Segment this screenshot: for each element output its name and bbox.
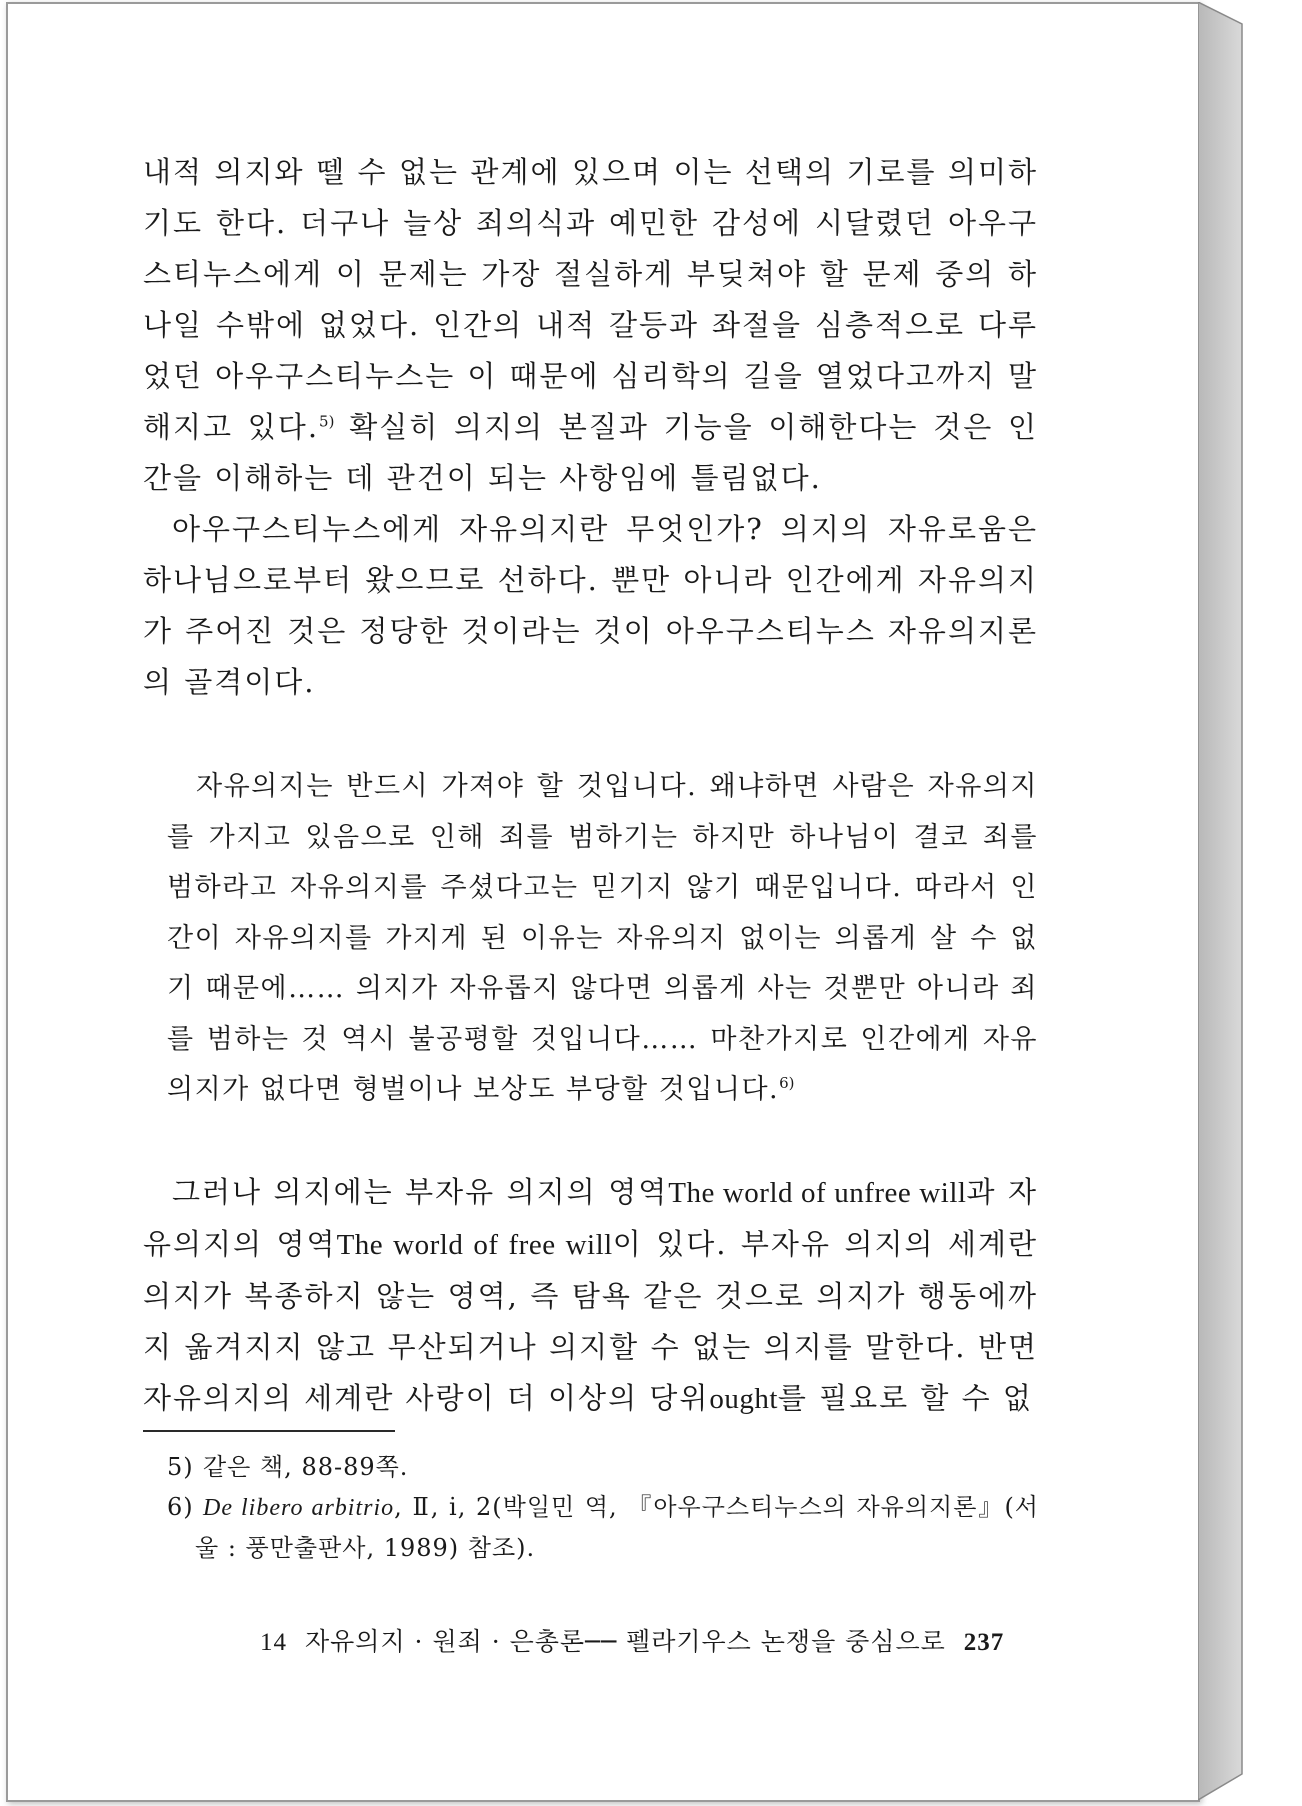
footnote-ref-6[interactable]: 6) (779, 1074, 795, 1092)
paragraph-1-text: 내적 의지와 뗄 수 없는 관계에 있으며 이는 선택의 기로를 의미하기도 한다. 더구나 늘상 죄의식과 예민한 감성에 시달렸던 아우구스티누스에게 이 문제는 가장 절실하게 부딪쳐야 할 문제 중의 하나일 수밖에 없었다. 인간의 내적 갈등과 좌절을 심층적으로 다루었던 아우구스티누스는 이 때문에 심리학의 길을 열었다고까지 말해지고 있다. (143, 155, 1038, 444)
block-quote (167, 762, 1038, 1116)
footnote-ref-5[interactable]: 5) (319, 412, 335, 431)
footnote-source-title: De libero arbitrio (203, 1495, 395, 1521)
block-quote-text: 자유의지는 반드시 가져야 할 것입니다. 왜냐하면 사람은 자유의지를 가지고 있음으로 인해 죄를 범하기는 하지만 하나님이 결코 죄를 범하라고 자유의지를 주셨다고는 믿기지 않기 때문입니다. 따라서 인간이 자유의지를 가지게 된 이유는 자유의지 없이는 의롭게 살 수 없기 때문에…… 의지가 자유롭지 않다면 의롭게 사는 것뿐만 아니라 죄를 범하는 것 역시 불공평할 것입니다…… 마찬가지로 인간에게 자유의지가 없다면 형벌이나 보상도 부당할 것입니다. (167, 771, 1038, 1105)
chapter-title: 자유의지 · 원죄 · 은총론── 펠라기우스 논쟁을 중심으로 (305, 1627, 946, 1656)
footnote-number: 6) (167, 1493, 194, 1521)
footnote-text: 같은 책, 88-89쪽. (203, 1453, 409, 1481)
footnote-number: 5) (167, 1453, 194, 1481)
footnote-divider (143, 1430, 395, 1432)
paragraph-1-text-continued: 확실히 의지의 본질과 기능을 이해한다는 것은 인간을 이해하는 데 관건이 되는 사항임에 틀림없다. (143, 410, 1038, 495)
paragraph-2-text: 아우구스티누스에게 자유의지란 무엇인가? 의지의 자유로움은 하나님으로부터 왔으므로 선하다. 뿐만 아니라 인간에게 자유의지가 주어진 것은 정당한 것이라는 것이 아우구스티누스 자유의지론의 골격이다. (143, 512, 1038, 699)
term-ought: ought (709, 1383, 778, 1415)
paragraph-3-text-c: 이 있다. 부자유 의지의 세계란 의지가 복종하지 않는 영역, 즉 탐욕 같은 것으로 의지가 행동에까지 옮겨지지 않고 무산되거나 의지할 수 없는 의지를 말한다. 반면 자유의지의 세계란 사랑이 더 이상의 당위 (143, 1227, 1039, 1415)
footnote-text: , Ⅱ, i, 2(박일민 역, 『아우구스티누스의 자유의지론』(서울 : 풍만출판사, 1989) 참조). (195, 1493, 1039, 1562)
paragraph-1 (143, 147, 1038, 504)
page-edge-shading (1198, 2, 1248, 1802)
running-footer (260, 1622, 1020, 1658)
footnotes (167, 1447, 1039, 1568)
chapter-number: 14 (260, 1629, 287, 1656)
footnote-6 (167, 1487, 1039, 1568)
page-number: 237 (963, 1629, 1005, 1656)
paragraph-3-text-a: 그러나 의지에는 부자유 의지의 영역 (172, 1175, 669, 1209)
term-free-will: The world of free will (336, 1229, 613, 1261)
paragraph-3-text-d: 를 필요로 할 수 없 (777, 1381, 1033, 1415)
paragraph-3-text-b: 과 자유의지의 영역 (143, 1175, 1038, 1261)
paragraph-3 (143, 1167, 1038, 1425)
footnote-5 (167, 1447, 1039, 1487)
term-unfree-will: The world of unfree will (668, 1177, 967, 1209)
paragraph-2 (143, 504, 1038, 708)
